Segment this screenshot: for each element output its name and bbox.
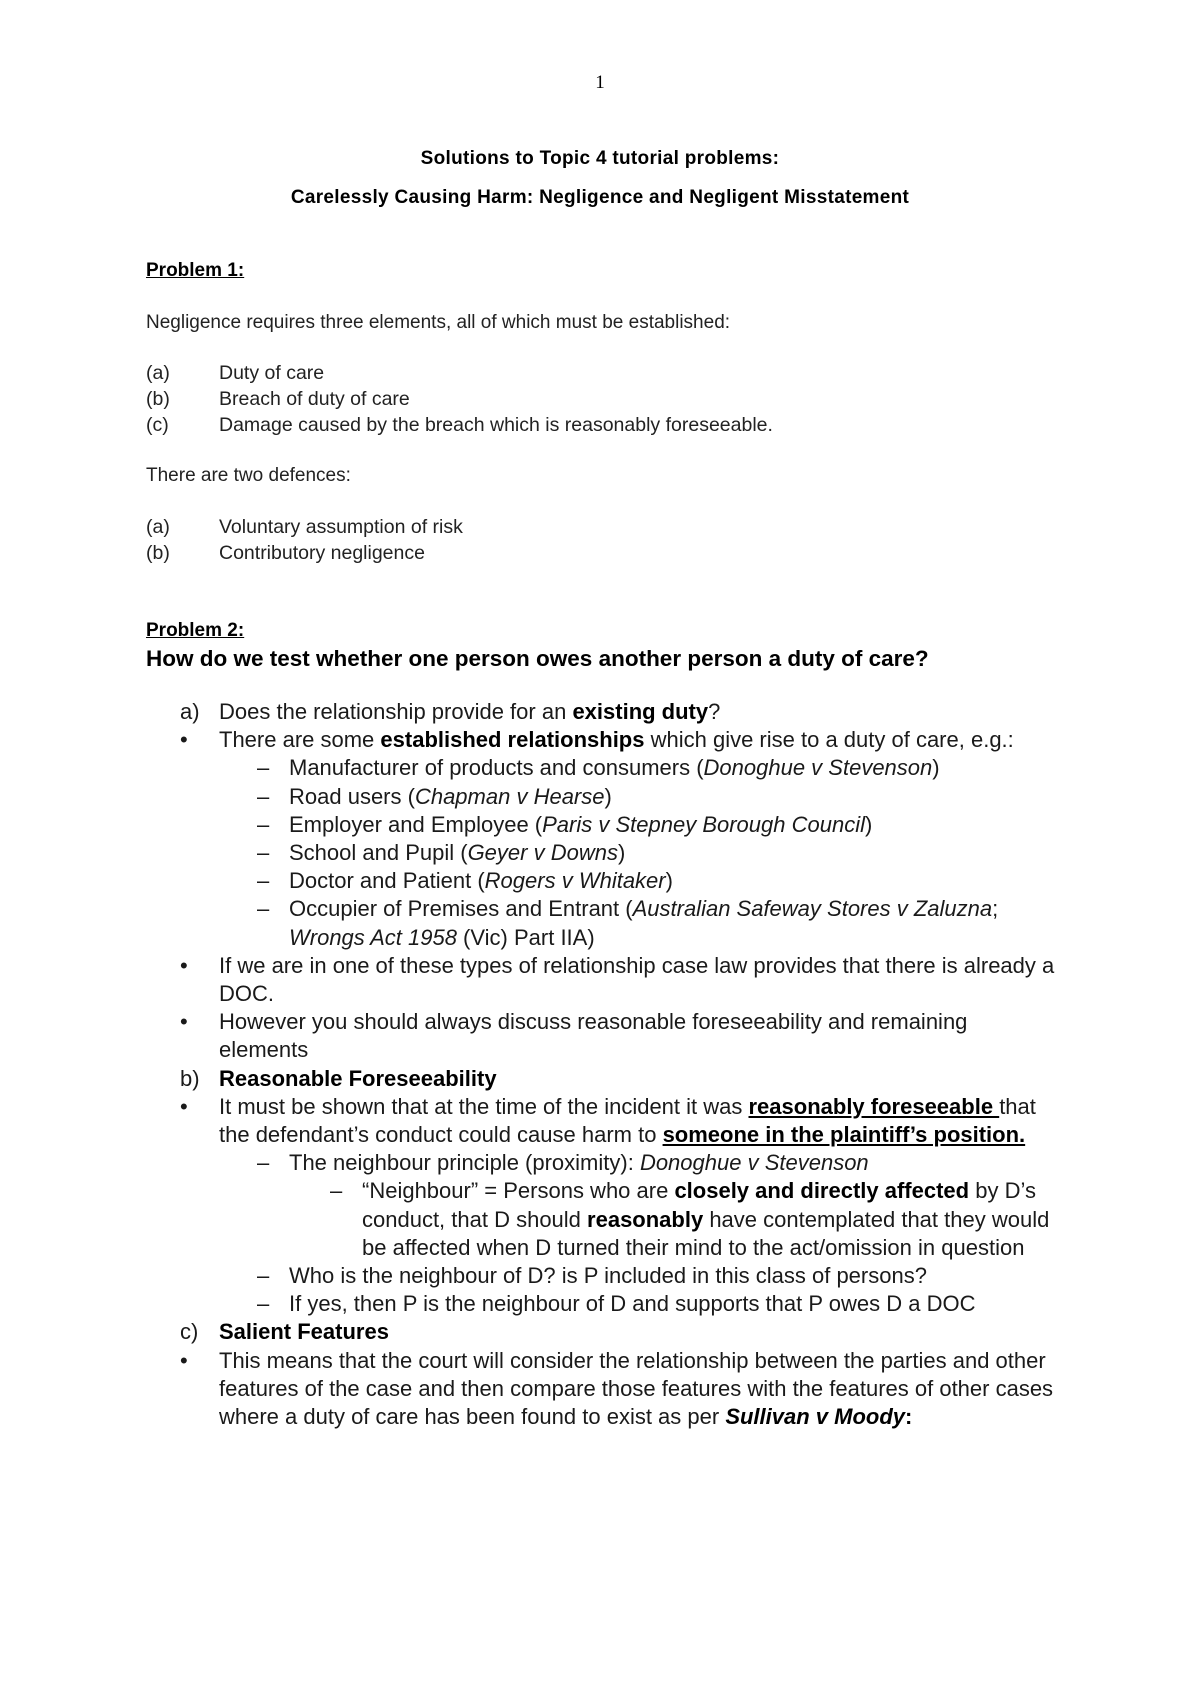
document-subtitle: Carelessly Causing Harm: Negligence and Negligent Misstatement [290, 187, 910, 208]
problem1-intro: Negligence requires three elements, all of which must be established: [146, 312, 731, 333]
list-item: (b) Breach of duty of care [146, 388, 410, 410]
list-item: a) Does the relationship provide for an existing duty? [180, 699, 721, 724]
list-item: – Employer and Employee (Paris v Stepney Borough Council) [257, 811, 873, 837]
list-item: (c) Damage caused by the breach which is reasonably foreseeable. [146, 414, 773, 436]
defences-list [146, 514, 463, 566]
list-item: b) Reasonable Foreseeability [180, 1065, 497, 1091]
list-item: – Who is the neighbour of D? is P included in this class of persons? [257, 1263, 927, 1289]
list-item: • This means that the court will consider the relationship between the parties and other features of the case and then compare those features with the features of other cases where a duty of care has been found to exist as per Sullivan v Moody: [180, 1347, 1054, 1430]
list-item: – Manufacturer of products and consumers (Donoghue v Stevenson) [257, 755, 940, 781]
problem1-heading: Problem 1: [146, 260, 245, 281]
list-item: • However you should always discuss reasonable foreseeability and remaining elements [180, 1009, 968, 1063]
list-item: – Road users (Chapman v Hearse) [257, 783, 612, 809]
problem2-heading: Problem 2: [146, 620, 245, 641]
page-number: 1 [595, 72, 605, 93]
list-item: – Occupier of Premises and Entrant (Australian Safeway Stores v Zaluzna; Wrongs Act 1958 (Vic) Part IIA) [257, 896, 999, 950]
list-item: (b) Contributory negligence [146, 542, 425, 564]
duty-outline [180, 698, 1060, 1431]
defences-intro: There are two defences: [146, 465, 351, 486]
elements-list [146, 360, 773, 438]
list-item: – “Neighbour” = Persons who are closely and directly affected by D’s conduct, that D should reasonably have contemplated that they would be affected when D turned their mind to the act/omission in question [330, 1178, 1050, 1260]
list-item: – If yes, then P is the neighbour of D and supports that P owes D a DOC [257, 1291, 976, 1317]
list-item: (a) Duty of care [146, 362, 325, 384]
list-item: – Doctor and Patient (Rogers v Whitaker) [257, 868, 673, 894]
list-item: – The neighbour principle (proximity): Donoghue v Stevenson [257, 1150, 869, 1176]
problem2-question: How do we test whether one person owes another person a duty of care? [146, 646, 929, 671]
list-item: – School and Pupil (Geyer v Downs) [257, 840, 626, 866]
list-item: • It must be shown that at the time of the incident it was reasonably foreseeable that the defendant’s conduct could cause harm to someone in the plaintiff’s position. [180, 1093, 1036, 1148]
list-item: • There are some established relationships which give rise to a duty of care, e.g.: [180, 727, 1014, 753]
list-item: c) Salient Features [180, 1319, 389, 1345]
document-title: Solutions to Topic 4 tutorial problems: [420, 148, 780, 169]
list-item: • If we are in one of these types of relationship case law provides that there is already a DOC. [180, 952, 1055, 1007]
list-item: (a) Voluntary assumption of risk [146, 516, 463, 538]
